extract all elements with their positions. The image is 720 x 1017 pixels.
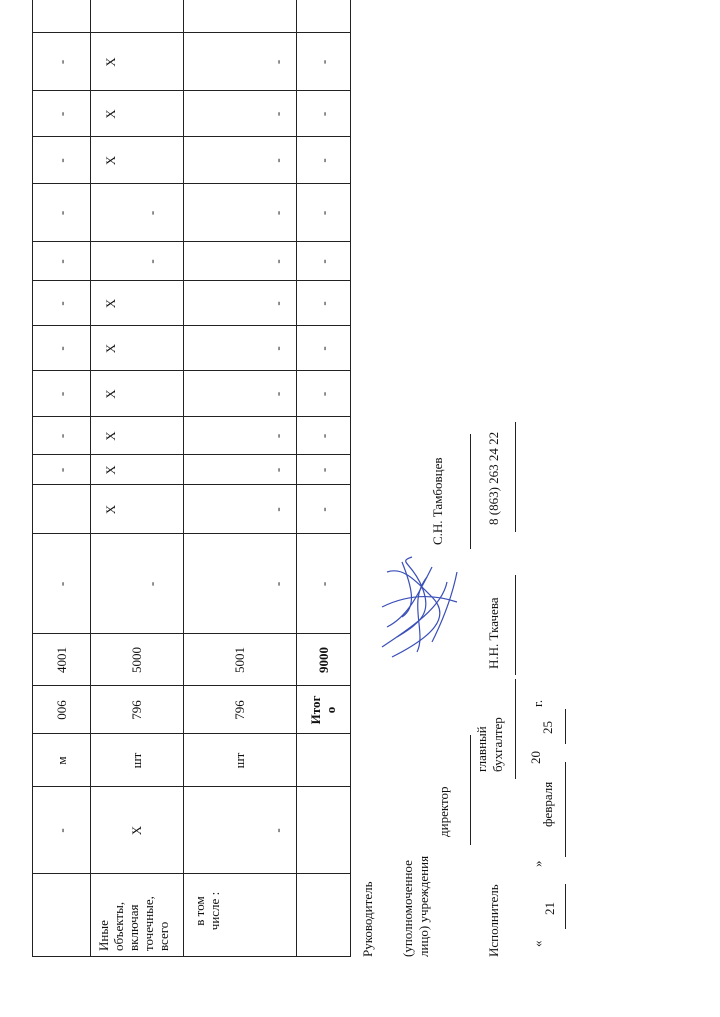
date-year-line <box>565 709 566 744</box>
date-open-quote: « <box>530 940 545 947</box>
table-cell: - <box>269 433 285 439</box>
table-cell: - <box>53 433 69 439</box>
table-cell: - <box>53 259 69 264</box>
table-cell: - <box>315 59 331 65</box>
table-cell: - <box>269 111 285 117</box>
table-cell: - <box>315 467 331 473</box>
table-cell: - <box>315 259 331 264</box>
date-month: февраля <box>540 781 555 827</box>
table-cell: - <box>269 467 285 473</box>
table-cell: - <box>269 828 285 833</box>
table-cell: X <box>102 504 118 515</box>
date-day: 21 <box>542 902 557 915</box>
table-cell: - <box>144 581 159 587</box>
row-name-including: в том числе : <box>192 891 222 931</box>
date-close-quote: » <box>530 860 545 867</box>
table-cell: - <box>53 346 69 351</box>
table-cell: X <box>102 109 118 119</box>
table-cell: - <box>269 581 285 587</box>
date-year: 25 <box>540 721 555 734</box>
date-suffix: г. <box>530 699 545 707</box>
table-cell: - <box>53 467 69 473</box>
name-line <box>515 575 516 675</box>
name-line <box>470 434 471 549</box>
table-cell: - <box>315 301 331 306</box>
table-line <box>183 0 184 957</box>
table-cell: - <box>269 210 285 216</box>
table-cell: - <box>315 507 331 512</box>
table-cell: - <box>269 507 285 512</box>
table-cell: - <box>315 346 331 351</box>
table-cell: шт <box>129 752 144 769</box>
row-name-other-objects: Иные объекты, включая точечные, всего <box>96 896 171 951</box>
head-sub-label: (уполномоченное лицо) учреждения <box>400 855 431 957</box>
table-cell: - <box>53 828 69 833</box>
table-cell: - <box>53 581 69 587</box>
table-cell: - <box>53 301 69 306</box>
table-cell: - <box>315 210 331 216</box>
table-cell: - <box>269 59 285 65</box>
table-cell: - <box>53 391 69 397</box>
table-cell: - <box>144 210 159 216</box>
phone-line <box>515 422 516 532</box>
table-cell: 796 <box>232 700 247 720</box>
head-position: директор <box>436 786 451 837</box>
signature-image <box>372 547 467 667</box>
table-cell: - <box>144 259 159 264</box>
table-cell: шт <box>232 752 247 769</box>
date-month-line <box>565 762 566 857</box>
table-cell: - <box>315 391 331 397</box>
table-cell: 4001 <box>53 647 69 673</box>
date-century: 20 <box>528 751 543 764</box>
table-line <box>350 0 351 957</box>
table-line <box>32 956 350 957</box>
table-cell: X <box>102 465 118 475</box>
position-line <box>515 679 516 779</box>
executor-phone: 8 (863) 263 24 22 <box>486 431 501 525</box>
table-cell: - <box>315 111 331 117</box>
table-cell: - <box>269 391 285 397</box>
table-cell: 5000 <box>129 647 144 673</box>
table-cell: - <box>53 59 69 65</box>
table-cell: X <box>102 389 118 399</box>
total-code: 9000 <box>315 647 331 673</box>
executor-position: главный бухгалтер <box>474 717 505 772</box>
table-cell: - <box>269 301 285 306</box>
table-cell: X <box>102 343 118 354</box>
table-cell: - <box>53 111 69 117</box>
table-cell: - <box>315 433 331 439</box>
total-label: Итого <box>308 695 338 725</box>
table-cell: X <box>102 431 118 441</box>
executor-label: Исполнитель <box>486 884 501 957</box>
table-cell: X <box>129 825 144 836</box>
table-cell: X <box>102 57 118 67</box>
table-cell: - <box>269 158 285 163</box>
table-cell: 5001 <box>232 647 247 673</box>
position-line <box>470 735 471 845</box>
head-name: С.Н. Тамбовцев <box>430 457 445 545</box>
table-cell: X <box>102 155 118 166</box>
table-cell: - <box>53 210 69 216</box>
table-cell: - <box>269 346 285 351</box>
executor-name: Н.Н. Ткачева <box>486 597 501 669</box>
table-cell: - <box>315 158 331 163</box>
table-cell: м <box>53 756 69 765</box>
table-cell: - <box>53 158 69 163</box>
table-cell: - <box>269 259 285 264</box>
table-cell: - <box>315 581 331 587</box>
date-day-line <box>565 884 566 929</box>
table-cell: 796 <box>129 700 144 720</box>
table-cell: X <box>102 298 118 309</box>
table-cell: 006 <box>53 700 69 720</box>
head-label: Руководитель <box>360 881 375 957</box>
